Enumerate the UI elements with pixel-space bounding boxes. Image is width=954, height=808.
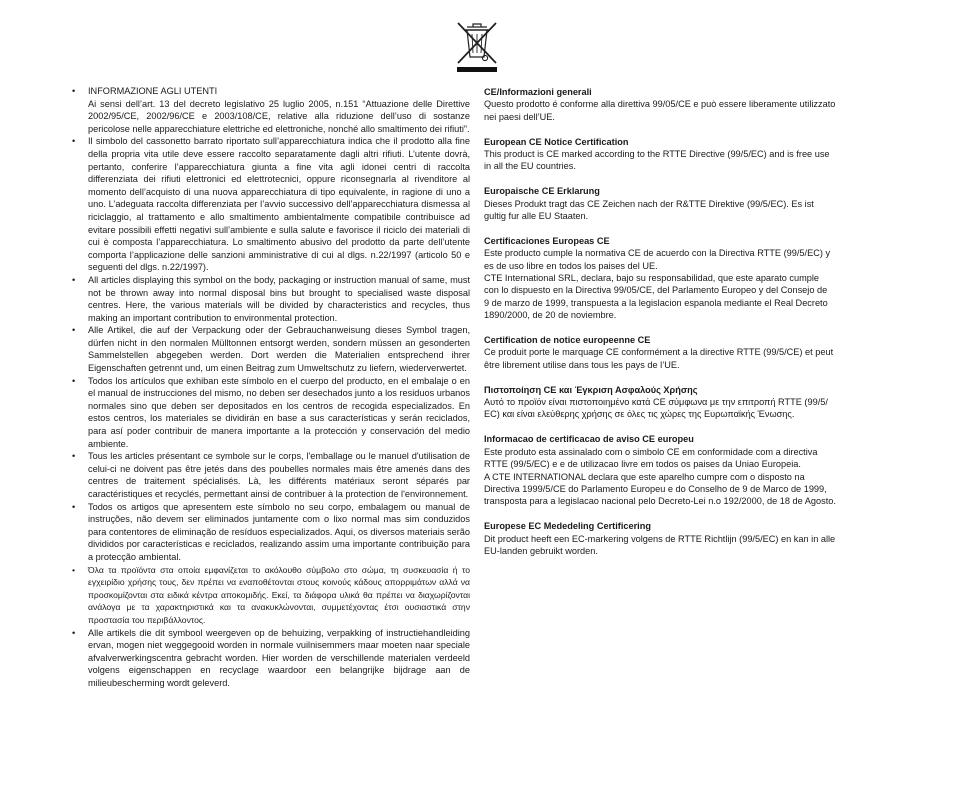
list-item-text: Il simbolo del cassonetto barrato riportato sull’apparecchiatura indica che il prodotto alla fine della propria vita utile deve essere raccolto separatamente dagli altri rifiuti. L’utente dovrà, pertanto, conferire l’apparecchiatura giunta a fine vita agli idonei centri di raccolta differenziata dei rifiuti elettronici ed elettrotecnici, oppure riconsegnarla al rivenditore al momento dell’acquisto di una nuova apparecchiatura di tipo equivalente, in ragione di uno a uno. L’adeguata raccolta differenziata per l’avvio successivo dell’apparecchiatura dismessa al riciclaggio, al trattamento e allo smaltimento ambientalmente compatibile contribuisce ad evitare possibili effetti negativi sull’ambiente e sulla salute e favorisce il riciclo dei materiali di cui è composta l’apparecchiatura. Lo smaltimento abusivo del prodotto da parte dell’utente comporta l’applicazione delle sanzioni amministrative di cui al dlgs. n.22/1997 (articolo 50 e seguenti del dlgs. n.22/1997). xyxy=(88,136,470,273)
section-title: Πιστοποίηση CE και Έγκριση Ασφαλούς Χρήσης xyxy=(484,384,698,395)
section-body: Questo prodotto é conforme alla direttiva 99/05/CE e può essere liberamente utilizzato nei paesi dell’UE. xyxy=(484,99,836,122)
ce-certification-column xyxy=(484,86,884,570)
certification-section xyxy=(484,520,884,557)
section-title: Europaische CE Erklarung xyxy=(484,186,600,197)
section-body: Ce produit porte le marquage CE conformément a la directive RTTE (99/5/CE) et peut être librement utilise dans tous les pays de l’UE. xyxy=(484,347,834,370)
list-item-text: Ai sensi dell’art. 13 del decreto legislativo 25 luglio 2005, n.151 “Attuazione delle Direttive 2002/95/CE, 2002/96/CE e 2003/108/CE, relative alla riduzione dell’uso di sostanze pericolose nelle apparecchiature elettriche ed elettroniche, nonché allo smaltimento dei rifiuti”. xyxy=(88,98,470,134)
section-title: Europese EC Mededeling Certificering xyxy=(484,521,651,532)
section-body: Dit product heeft een EC-markering volgens de RTTE Richtlijn (99/5/EC) en kan in alle EU-landen gebruikt worden. xyxy=(484,533,836,556)
section-title: European CE Notice Certification xyxy=(484,136,629,147)
certification-section xyxy=(484,235,884,322)
list-item: • Il simbolo del cassonetto barrato riportato sull’apparecchiatura indica che il prodotto alla fine della propria vita utile deve essere raccolto separatamente dagli altri rifiuti. L’utente dovrà, pertanto, conferire l’apparecchiatura giunta a fine vita agli idonei centri di raccolta differenziata dei rifiuti elettronici ed elettrotecnici, oppure riconsegnarla al rivenditore al momento dell’acquisto di una nuova apparecchiatura di tipo equivalente, in ragione di uno a uno. L’adeguata raccolta differenziata per l’avvio successivo dell’apparecchiatura dismessa al riciclaggio, al trattamento e allo smaltimento ambientalmente compatibile contribuisce ad evitare possibili effetti negativi sull’ambiente e sulla salute e favorisce il riciclo dei materiali di cui è composta l’apparecchiatura. Lo smaltimento abusivo del prodotto da parte dell’utente comporta l’applicazione delle sanzioni amministrative di cui al dlgs. n.22/1997 (articolo 50 e seguenti del dlgs. n.22/1997). xyxy=(72,136,470,273)
certification-section xyxy=(484,86,884,123)
list-item-text: Όλα τα προϊόντα στα οποία εμφανίζεται το ακόλουθο σύμβολο στο σώμα, τη συσκευασία ή το εγχειρίδιο χρήσης τους, δεν πρέπει να εναποθέτονται στους κοινούς κάδους απορριμάτων αλλά να προσκομίζονται στα ειδικά κέντρα αποκομιδής. Εκεί, τα διάφορα υλικά θα πρέπει να διαχωρίζονται ανάλογα με τα χαρακτηριστικά και τα ανακυκλώνονται, συμμετέχοντας έτσι ουσιαστικά στην προστασία του περιβάλλοντος. xyxy=(88,564,470,625)
section-title: Informacao de certificacao de aviso CE europeu xyxy=(484,434,694,445)
list-item: • Todos os artigos que apresentem este símbolo no seu corpo, embalagem ou manual de instruções, não devem ser eliminados juntamente com o lixo normal mas sim conduzidos para contentores de eliminação de resíduos especializados. Aqui, os diversos materiais serão divididos por características e reciclados, realizando assim uma importante contribuição para a protecção ambiental. xyxy=(72,501,470,562)
user-information-column xyxy=(70,85,470,690)
list-item: • Alle Artikel, die auf der Verpackung oder der Gebrauchanweisung dieses Symbol tragen, dürfen nicht in den normalen Mülltonnen entsorgt werden, sondern müssen an gesonderten Sammelstellen abgegeben werden. Dort werden die Materialien entsprechend ihrer Eigenschaften getrennt und, um einen Beitrag zum Umweltschutz zu liefern, wiederverwertet. xyxy=(72,325,470,374)
list-item: • Όλα τα προϊόντα στα οποία εμφανίζεται το ακόλουθο σύμβολο στο σώμα, τη συσκευασία ή το εγχειρίδιο χρήσης τους, δεν πρέπει να εναποθέτονται στους κοινούς κάδους απορριμάτων αλλά να προσκομίζονται στα ειδικά κέντρα αποκομιδής. Εκεί, τα διάφορα υλικά θα πρέπει να διαχωρίζονται ανάλογα με τα χαρακτηριστικά και τα ανακυκλώνονται, συμμετέχοντας έτσι ουσιαστικά στην προστασία του περιβάλλοντος. xyxy=(72,564,470,625)
section-heading: INFORMAZIONE AGLI UTENTI xyxy=(88,86,218,96)
certification-section xyxy=(484,185,884,222)
section-body: This product is CE marked according to the RTTE Directive (99/5/EC) and is free use in all the EU countries. xyxy=(484,149,830,172)
list-item-text: Todos os artigos que apresentem este símbolo no seu corpo, embalagem ou manual de instruções, não devem ser eliminados juntamente com o lixo normal mas sim conduzidos para contentores de eliminação de resíduos especializados. Aqui, os diversos materiais serão divididos por características e reciclados, realizando assim uma importante contribuição para a protecção ambiental. xyxy=(88,501,470,562)
list-item: • Alle artikels die dit symbool weergeven op de behuizing, verpakking of instructiehandleiding ervan, mogen niet weggegooid worden in normale vuilnisemmers maar moeten naar speciale afvalverwerkingscentra gebracht worden. Hier worden de verschillende materialen verdeeld volgens eigenschappen en recyclage waardoor een belangrijke bijdrage aan de milieubescherming wordt geleverd. xyxy=(72,627,470,688)
list-item: • Tous les articles présentant ce symbole sur le corps, l'emballage ou le manuel d'utilisation de celui-ci ne doivent pas être jetés dans des poubelles normales mais être amenés dans des centres de traitement spécialisés. Là, les différents matériaux seront séparés par caractéristiques et recyclés, permettant ainsi de contribuer à la protection de l'environnement. xyxy=(72,451,470,499)
certification-section xyxy=(484,334,884,371)
list-item-text: Tous les articles présentant ce symbole sur le corps, l'emballage ou le manuel d'utilisation de celui-ci ne doivent pas être jetés dans des poubelles normales mais être amenés dans des centres de traitement spécialisés. Là, les différents matériaux seront séparés par caractéristiques et recyclés, permettant ainsi de contribuer à la protection de l'environnement. xyxy=(88,451,470,499)
section-body: Dieses Produkt tragt das CE Zeichen nach der R&TTE Direktive (99/5/EC). Es ist gultig fur alle EU Staaten. xyxy=(484,198,814,222)
certification-section xyxy=(484,136,884,173)
crossed-out-wheeled-bin-icon xyxy=(455,20,499,74)
list-item-text: Alle artikels die dit symbool weergeven op de behuizing, verpakking of instructiehandleiding ervan, mogen niet weggegooid worden in normale vuilnisemmers maar moeten naar speciale afvalverwerkingscentra gebracht worden. Hier worden de verschillende materialen verdeeld volgens eigenschappen en recyclage waardoor een belangrijke bijdrage aan de milieubescherming wordt geleverd. xyxy=(88,627,470,688)
certification-section xyxy=(484,433,884,507)
list-item-text: Alle Artikel, die auf der Verpackung oder der Gebrauchanweisung dieses Symbol tragen, dürfen nicht in den normalen Mülltonnen entsorgt werden, sondern müssen an gesonderten Sammelstellen abgegeben werden. Dort werden die Materialien entsprechend ihrer Eigenschaften getrennt und, um einen Beitrag zum Umweltschutz zu liefern, wiederverwertet. xyxy=(88,325,470,374)
section-body: Αυτό το προϊόν είναι πιστοποιημένο κατά CE σύμφωνα με την επιτροπή RTTE (99/5/ EC) και είναι ελεύθερης χρήσης σε όλες τις χώρες της Ευρωπαϊκής Ένωσης. xyxy=(484,397,828,420)
list-item: • All articles displaying this symbol on the body, packaging or instruction manual of same, must not be thrown away into normal disposal bins but brought to specialised waste disposal centres. Here, the various materials will be divided by characteristics and recycles, thus making an important contribution to environmental protection. xyxy=(72,274,470,323)
list-item-text: Todos los artículos que exhiban este símbolo en el cuerpo del producto, en el embalaje o en el manual de instrucciones del mismo, no deben ser desechados junto a los residuos urbanos normales sino que deben ser depositados en los centros de recogida especializados. En estos centros, los materiales se dividirán en base a sus características y serán reciclados, para así poder contribuir de manera importante a la protección y conservación del medio ambiente. xyxy=(88,375,470,449)
section-title: Certificaciones Europeas CE xyxy=(484,235,610,246)
list-item: • INFORMAZIONE AGLI UTENTI Ai sensi dell’art. 13 del decreto legislativo 25 luglio 2005, n.151 “Attuazione delle Direttive 2002/95/CE, 2002/96/CE e 2003/108/CE, relative alla riduzione dell’uso di sostanze pericolose nelle apparecchiature elettriche ed elettroniche, nonché allo smaltimento dei rifiuti”. xyxy=(72,86,470,134)
list-item-text: All articles displaying this symbol on the body, packaging or instruction manual of same, must not be thrown away into normal disposal bins but brought to specialised waste disposal centres. Here, the various materials will be divided by characteristics and recycles, thus making an important contribution to environmental protection. xyxy=(88,274,470,323)
section-body: Este produto esta assinalado com o simbolo CE em conformidade com a directiva RTTE (99/5/EC) e e de utilizacao livre em todos os paises da Uniao Europeia. A CTE INTERNATIONAL declara que este aparelho cumpre com o disposto na Directiva 1999/5/CE do Parlamento Europeu e do Conselho de 9 de Marco de 1999, transposta para a legislacao nacional pelo Decreto-Lei n.o 192/2000, de 18 de Agosto. xyxy=(484,446,836,507)
section-title: Certification de notice europeenne CE xyxy=(484,335,651,346)
section-title: CE/Informazioni generali xyxy=(484,87,592,97)
certification-section xyxy=(484,384,884,421)
list-item: • Todos los artículos que exhiban este símbolo en el cuerpo del producto, en el embalaje o en el manual de instrucciones del mismo, no deben ser desechados junto a los residuos urbanos normales sino que deben ser depositados en los centros de recogida especializados. En estos centros, los materiales se dividirán en base a sus características y serán reciclados, para así poder contribuir de manera importante a la protección y conservación del medio ambiente. xyxy=(72,375,470,449)
section-body: Este producto cumple la normativa CE de acuerdo con la Directiva RTTE (99/5/EC) y es de uso libre en todos los paises del UE. CTE International SRL, declara, bajo su responsabilidad, que este aparato cumple con lo dispuesto en la Directiva 99/05/CE, del Parlamento Europeo y del Consejo de 9 de marzo de 1999, transpuesta a la legislacion espanola mediante el Real Decreto 1890/2000, de 20 de noviembre. xyxy=(484,248,831,321)
